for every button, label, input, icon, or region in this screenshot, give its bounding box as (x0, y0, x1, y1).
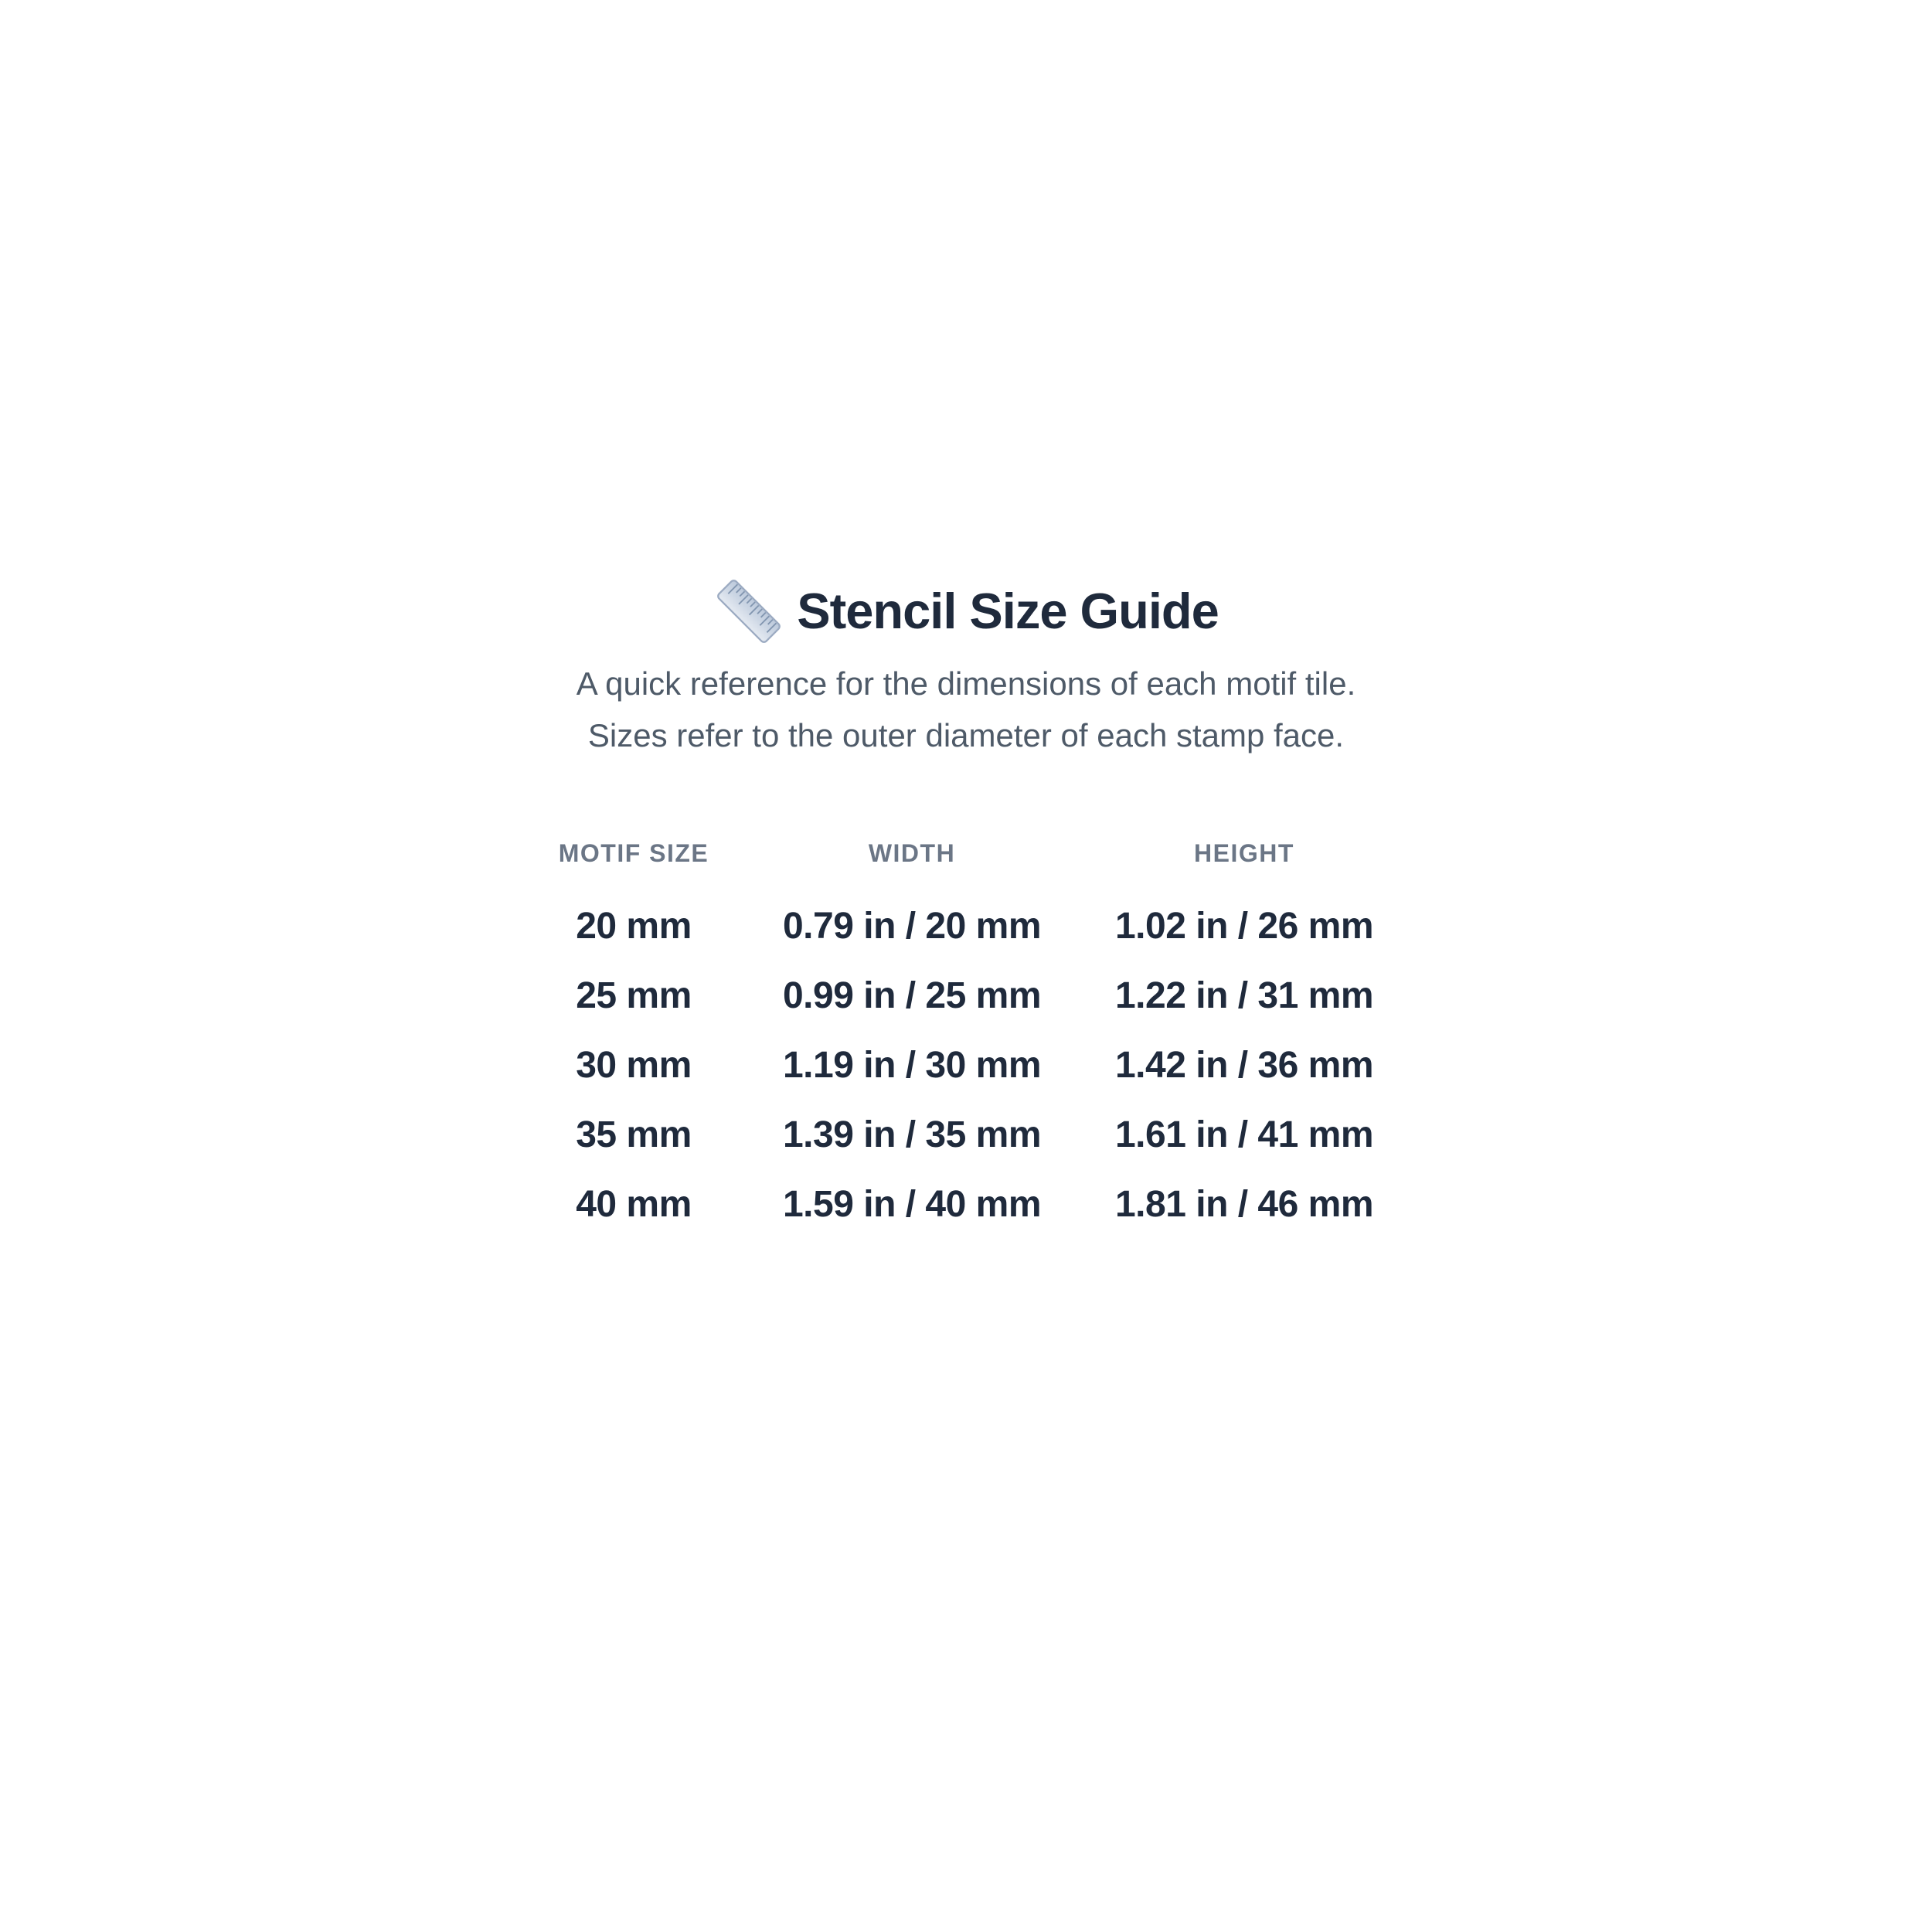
table-row (518, 1030, 1414, 1100)
subtitle (549, 658, 1383, 761)
subtitle-line: A quick reference for the dimensions of each motif tile. (576, 665, 1356, 702)
page-title: Stencil Size Guide (797, 583, 1219, 639)
table-cell: 0.79 in / 20 mm (782, 905, 1041, 947)
table-cell: 1.81 in / 46 mm (1114, 1183, 1373, 1225)
column-header-motif-size: MOTIF SIZE (558, 839, 709, 867)
column-header-height: HEIGHT (1194, 839, 1294, 867)
table-cell: 1.39 in / 35 mm (782, 1114, 1041, 1155)
table-cell: 1.59 in / 40 mm (782, 1183, 1041, 1225)
table-cell: 40 mm (576, 1183, 692, 1225)
size-guide-section (0, 576, 1932, 1239)
table-row (518, 961, 1414, 1030)
table-cell: 1.22 in / 31 mm (1114, 975, 1373, 1016)
column-header-width: WIDTH (868, 839, 956, 867)
table-cell: 1.19 in / 30 mm (782, 1044, 1041, 1086)
table-cell: 25 mm (576, 975, 692, 1016)
table-cell: 1.02 in / 26 mm (1114, 905, 1373, 947)
table-cell: 0.99 in / 25 mm (782, 975, 1041, 1016)
table-cell: 20 mm (576, 905, 692, 947)
table-body (518, 891, 1414, 1239)
table-cell: 35 mm (576, 1114, 692, 1155)
table-row (518, 1169, 1414, 1239)
table-row (518, 891, 1414, 961)
size-table (518, 839, 1414, 1239)
table-cell: 1.42 in / 36 mm (1114, 1044, 1373, 1086)
subtitle-line: Sizes refer to the outer diameter of each stamp face. (587, 717, 1345, 753)
table-row (518, 1100, 1414, 1169)
title-row (0, 576, 1932, 647)
table-header-row (518, 839, 1414, 867)
ruler-icon (713, 576, 784, 647)
table-cell: 1.61 in / 41 mm (1114, 1114, 1373, 1155)
table-cell: 30 mm (576, 1044, 692, 1086)
